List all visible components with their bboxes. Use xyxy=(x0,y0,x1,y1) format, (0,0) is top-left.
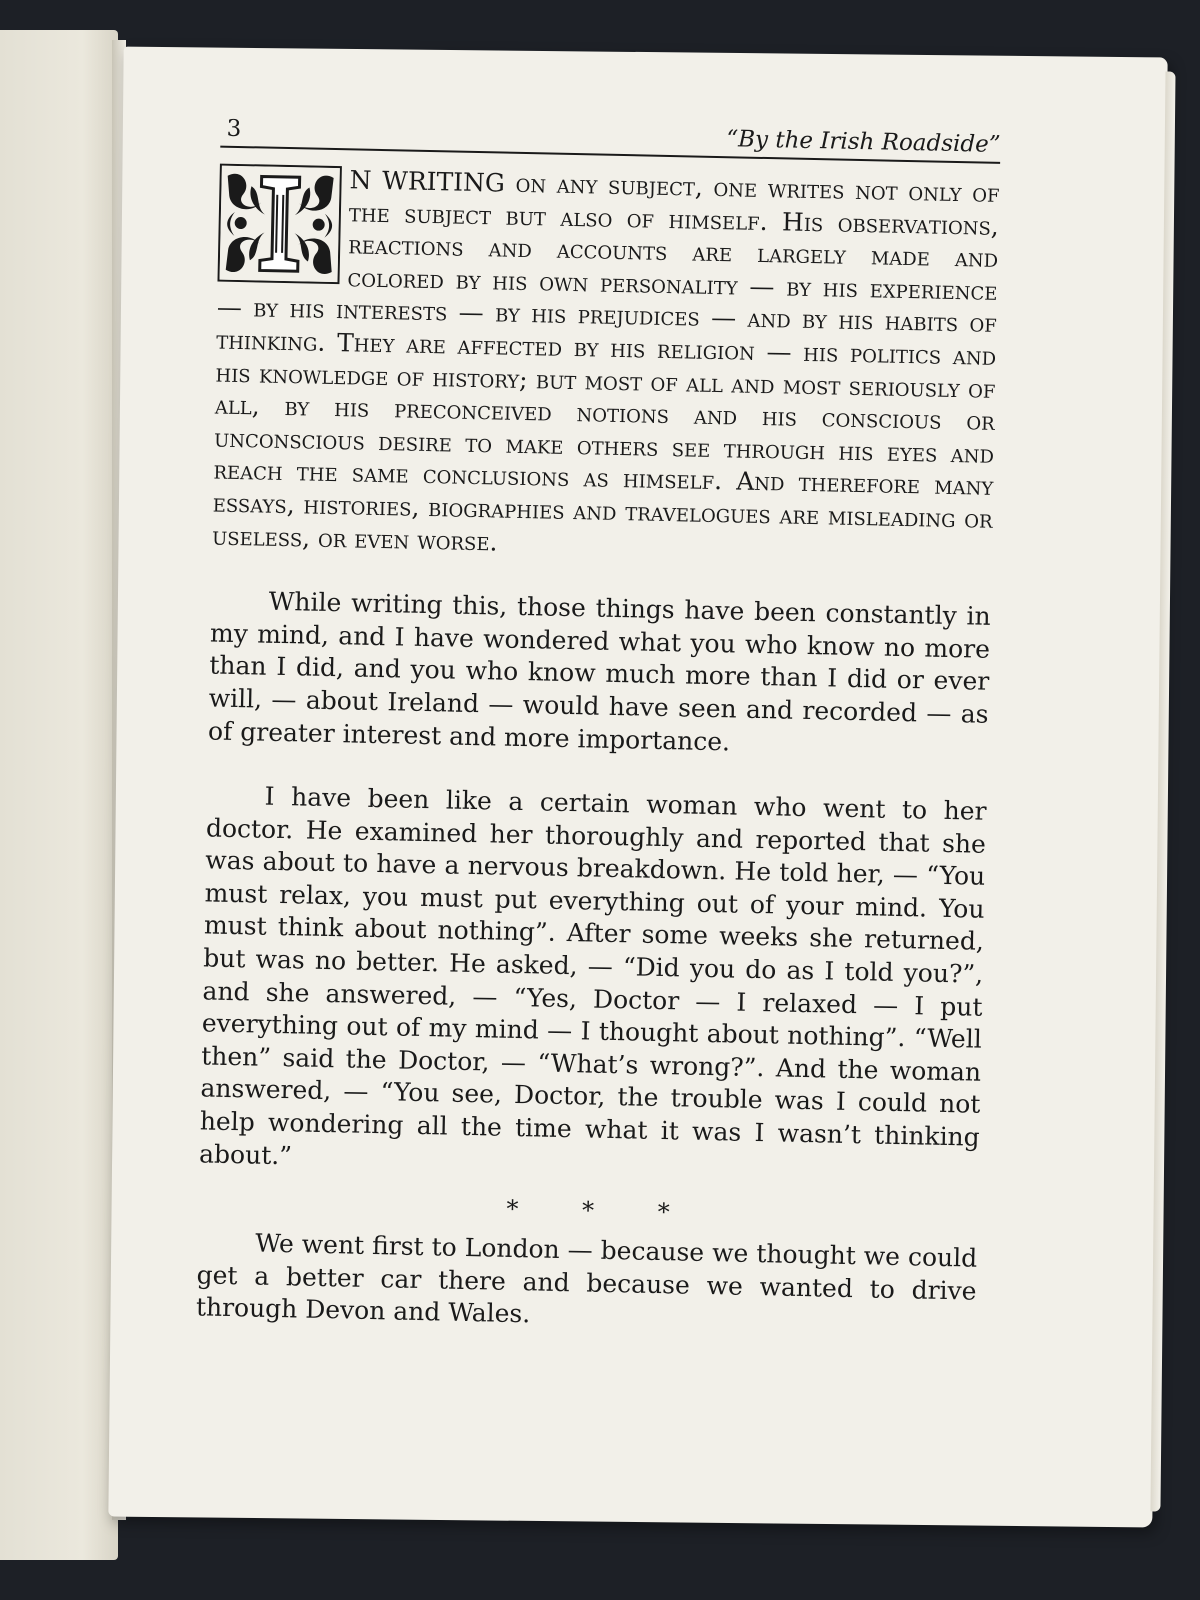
running-title: “By the Irish Roadside” xyxy=(726,126,1001,158)
running-head xyxy=(220,110,1000,158)
paragraph-1-text: N WRITING on any subject, one writes not only of the subject but also of himself. His observations, reactions and accounts are largely made and colored by his own personality — by his experience — by his interests — by his prejudices — and by his habits of thinking. They are affected by his religion — his politics and his knowledge of history; but most of all and most seriously of all, by his preconceived notions and his conscious or unconscious desire to make others see through his eyes and reach the same conclusions as himself. And therefore many essays, histories, biographies and travelogues are misleading or useless, or even worse. xyxy=(211,165,1000,557)
facing-page xyxy=(0,30,118,1560)
paragraph-3: I have been like a certain woman who went to her doctor. He examined her thoroughly and reported that she was about to have a nervous breakdown. He told her, — “You must relax, you must put everything out of your mind. You must think about nothing”. After some weeks she returned, but was no better. He asked, — “Did you do as I told you?”, and she answered, — “Yes, Doctor — I relaxed — I put everything out of my mind — I thought about nothing”. “Well then” said the Doctor, — “What’s wrong?”. And the woman answered, — “You see, Doctor, the trouble was I could not help wondering all the time what it was I wasn’t thinking about.” xyxy=(198,781,987,1170)
paragraph-1 xyxy=(212,162,1000,569)
paragraph-4: We went first to London — because we thought we could get a better car there and because we wanted to drive through Devon and Wales. xyxy=(195,1228,978,1329)
page-number: 3 xyxy=(226,115,242,143)
paragraph-2: While writing this, those things have been constantly in my mind, and I have wondered what you who know no more than I did, and you who know much more than I did or ever will, — about Ireland — would have seen and recorded — as of greater interest and more importance. xyxy=(207,586,991,756)
section-break: * * * xyxy=(506,1195,698,1228)
book-page xyxy=(108,47,1167,1528)
ornamental-initial-i-icon xyxy=(217,164,341,285)
page-edge xyxy=(1150,71,1175,1511)
page-content xyxy=(196,110,1001,1341)
